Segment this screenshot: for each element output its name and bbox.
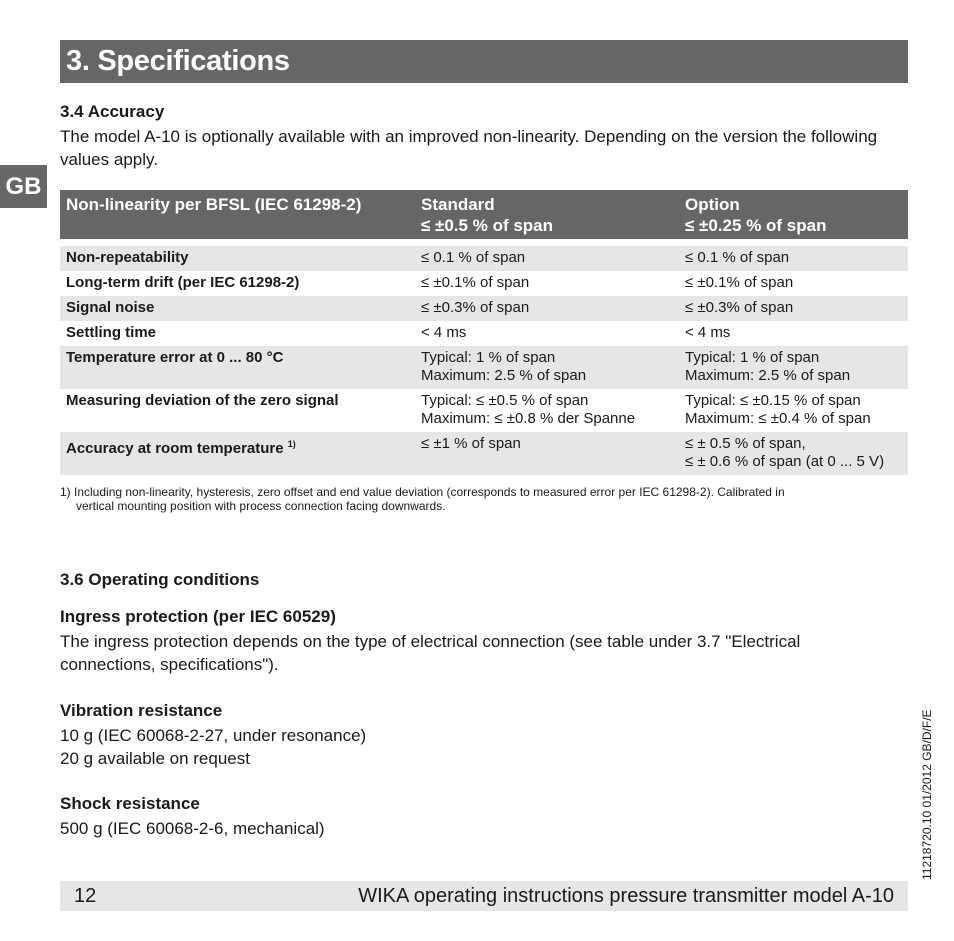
table-row (60, 389, 908, 432)
option-value (679, 271, 908, 296)
option-value (679, 389, 908, 432)
standard-line: Typical: 1 % of span (421, 349, 556, 366)
page-title: 3. Specifications (66, 45, 290, 77)
option-value (679, 296, 908, 321)
table-row (60, 296, 908, 321)
table-row (60, 246, 908, 271)
accuracy-heading: 3.4 Accuracy (60, 102, 165, 121)
option-line: Typical: ≤ ±0.15 % of span (685, 392, 861, 409)
row-label (60, 432, 415, 475)
option-line: ≤ ±0.3% of span (685, 299, 794, 316)
vibration-line-1: 10 g (IEC 60068-2-27, under resonance) (60, 726, 367, 745)
footnote-line-1: 1) Including non-linearity, hysteresis, zero offset and end value deviation (corresponds to measured error per IEC 61298-2). Calibrated in (60, 485, 785, 499)
row-label-text: Accuracy at room temperature (66, 440, 284, 457)
option-line: ≤ ±0.1% of span (685, 274, 794, 291)
ingress-text: The ingress protection depends on the type of electrical connection (see table under 3.7 "Electrical connections, specifications"). (60, 632, 801, 674)
operating-heading: 3.6 Operating conditions (60, 570, 260, 589)
option-line: Maximum: ≤ ±0.4 % of span (685, 410, 871, 427)
standard-value (415, 389, 679, 432)
row-label: Non-repeatability (60, 246, 415, 271)
option-line: ≤ ± 0.5 % of span, (685, 435, 806, 452)
page-footer (60, 881, 908, 911)
option-value (679, 432, 908, 475)
table-row (60, 271, 908, 296)
accuracy-intro: The model A-10 is optionally available with an improved non-linearity. Depending on the version the following values apply. (60, 127, 878, 169)
footer-doc-title: WIKA operating instructions pressure transmitter model A-10 (358, 885, 894, 907)
option-line: < 4 ms (685, 324, 731, 341)
header-standard (415, 190, 679, 239)
standard-line: Maximum: 2.5 % of span (421, 367, 587, 384)
header-standard-value: ≤ ±0.5 % of span (421, 216, 554, 235)
row-label: Temperature error at 0 ... 80 °C (60, 346, 415, 389)
option-value (679, 346, 908, 389)
accuracy-table (60, 190, 908, 475)
document-code: 11218720.10 01/2012 GB/D/F/E (920, 709, 934, 880)
standard-line: ≤ ±1 % of span (421, 435, 521, 452)
row-label: Settling time (66, 324, 157, 341)
footnote-line-2: vertical mounting position with process connection facing downwards. (76, 499, 446, 513)
vibration-line-2: 20 g available on request (60, 749, 250, 768)
option-line: ≤ 0.1 % of span (685, 249, 790, 266)
shock-line-1: 500 g (IEC 60068-2-6, mechanical) (60, 819, 325, 838)
footnote-marker: 1) (287, 439, 296, 449)
shock-heading: Shock resistance (60, 794, 200, 813)
header-option-value: ≤ ±0.25 % of span (685, 216, 827, 235)
standard-line: ≤ ±0.1% of span (421, 274, 530, 291)
header-nonlinearity: Non-linearity per BFSL (IEC 61298-2) (60, 190, 415, 239)
page-number: 12 (74, 885, 97, 907)
option-value (679, 321, 908, 346)
standard-value (415, 271, 679, 296)
row-label: Measuring deviation of the zero signal (66, 392, 339, 409)
standard-value (415, 346, 679, 389)
language-tab: GB (0, 165, 47, 208)
standard-line: ≤ 0.1 % of span (421, 249, 526, 266)
option-line: Maximum: 2.5 % of span (685, 367, 851, 384)
option-line: Typical: 1 % of span (685, 349, 820, 366)
standard-line: < 4 ms (421, 324, 467, 341)
row-label: Signal noise (60, 296, 415, 321)
option-line: ≤ ± 0.6 % of span (at 0 ... 5 V) (685, 453, 885, 470)
standard-value (415, 321, 679, 346)
row-label: Long-term drift (per IEC 61298-2) (66, 274, 300, 291)
table-row (60, 346, 908, 389)
option-value (679, 246, 908, 271)
ingress-heading: Ingress protection (per IEC 60529) (60, 607, 336, 626)
header-option-title: Option (685, 195, 740, 214)
table-header-row (60, 190, 908, 239)
header-option (679, 190, 908, 239)
table-row (60, 321, 908, 346)
header-standard-title: Standard (421, 195, 495, 214)
section-title-bar (60, 40, 908, 83)
standard-value (415, 432, 679, 475)
standard-line: Typical: ≤ ±0.5 % of span (421, 392, 589, 409)
standard-value (415, 296, 679, 321)
vibration-heading: Vibration resistance (60, 701, 223, 720)
table-footnote (60, 485, 908, 513)
standard-line: Maximum: ≤ ±0.8 % der Spanne (421, 410, 636, 427)
table-row (60, 432, 908, 475)
standard-line: ≤ ±0.3% of span (421, 299, 530, 316)
standard-value (415, 246, 679, 271)
